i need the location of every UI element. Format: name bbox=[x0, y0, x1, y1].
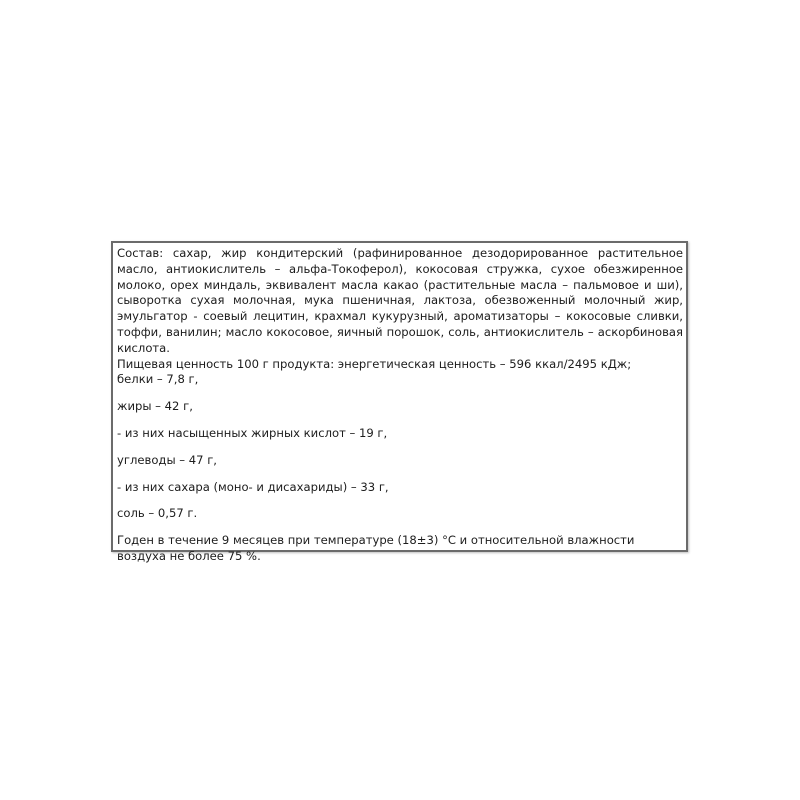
nutrition-saturated-fat: - из них насыщенных жирных кислот – 19 г, bbox=[117, 425, 388, 440]
nutrition-carbohydrates: углеводы – 47 г, bbox=[117, 452, 217, 467]
nutrition-intro: Пищевая ценность 100 г продукта: энергетическая ценность – 596 ккал/2495 кДж; bbox=[117, 356, 632, 371]
nutrition-protein: белки – 7,8 г, bbox=[117, 372, 199, 387]
nutrition-salt: соль – 0,57 г. bbox=[117, 506, 198, 521]
product-label-box bbox=[111, 241, 688, 563]
nutrition-fat: жиры – 42 г, bbox=[117, 399, 193, 414]
nutrition-sugars: - из них сахара (моно- и дисахариды) – 33 г, bbox=[117, 479, 389, 494]
composition-text: Состав: сахар, жир кондитерский (рафинированное дезодорированное растительное масло, антиокислитель – альфа-Токоферол), кокосовая стружка, сухое обезжиренное молоко, орех миндаль, эквивалент масла какао (растительные масла – пальмовое и ши), сыворотка сухая молочная, мука пшеничная, лактоза, обезвоженный молочный жир, эмульгатор - соевый лецитин, крахмал кукурузный, ароматизаторы – кокосовые сливки, тоффи, ванилин; масло кокосовое, яичный порошок, соль, антиокислитель – аскорбиновая кислота. bbox=[117, 246, 683, 355]
storage-conditions: Годен в течение 9 месяцев при температуре (18±3) °С и относительной влажности воздуха не более 75 %. bbox=[117, 533, 635, 563]
